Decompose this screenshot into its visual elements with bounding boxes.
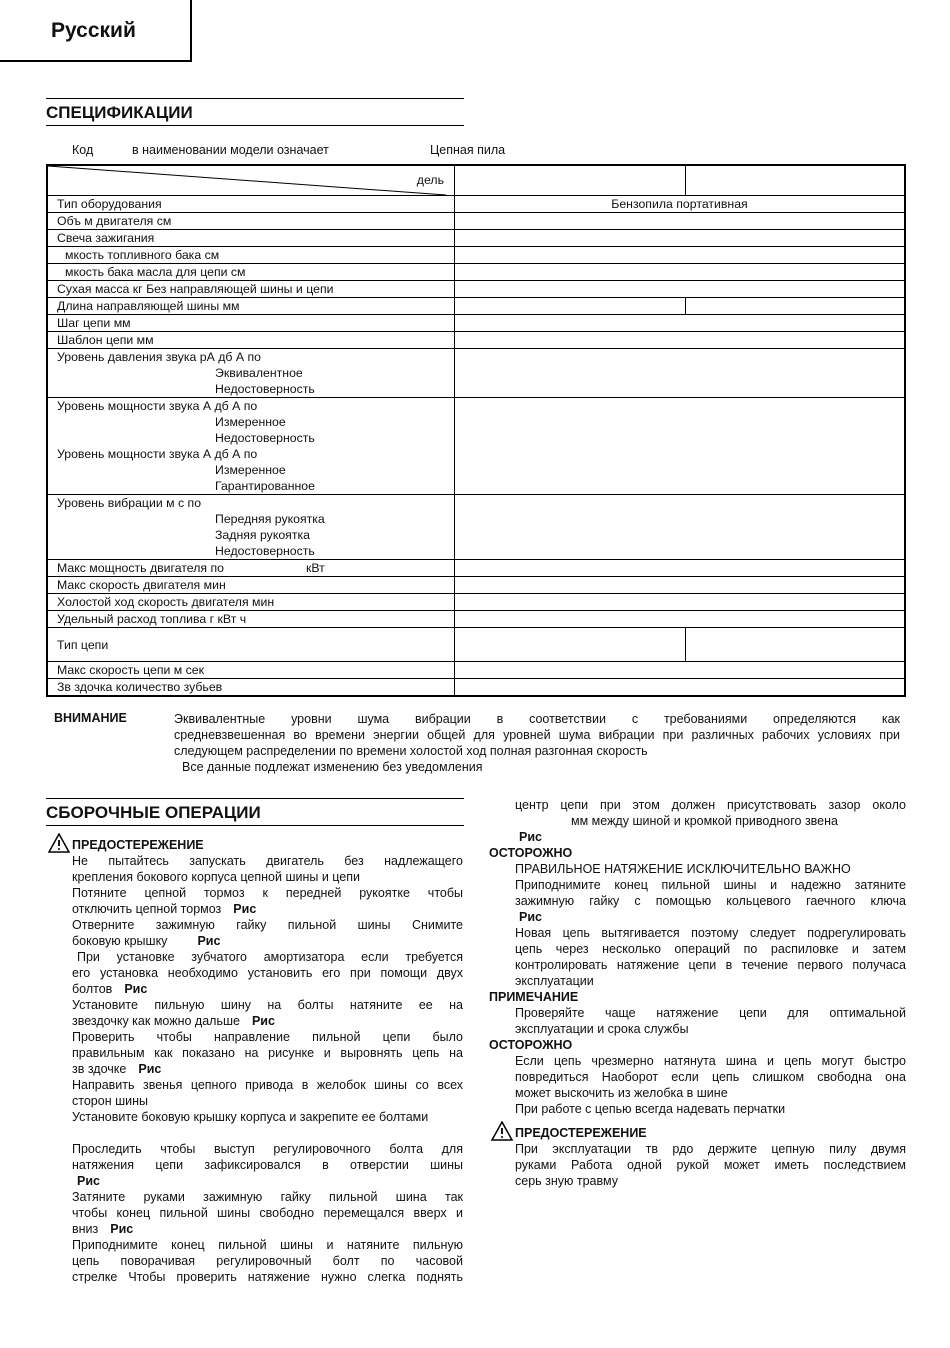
text-line: эксплуатации и срока службы	[515, 1022, 689, 1036]
value-cell	[455, 594, 906, 611]
value-cell	[455, 679, 906, 697]
row-sublabel: Недостоверность	[215, 382, 315, 396]
fig-ref: Рис	[519, 830, 542, 844]
text-line: Если цепь чрезмерно натянута шина и цепь могут быстро	[515, 1054, 906, 1068]
row-label: Уровень мощности звука А дб А по	[57, 447, 258, 461]
text-line: серь зную травму	[515, 1174, 618, 1188]
assembly-title: СБОРОЧНЫЕ ОПЕРАЦИИ	[46, 798, 464, 826]
text-line: контролировать натяжение цепи в течение первого получаса	[515, 958, 906, 972]
row-label: Свеча зажигания	[47, 230, 455, 247]
assembly-left-column	[72, 853, 463, 1285]
row-sublabel: Передняя рукоятка	[215, 512, 325, 526]
value-cell	[455, 213, 906, 230]
value-cell	[455, 577, 906, 594]
value-cell	[455, 230, 906, 247]
row-unit: кВт	[306, 561, 325, 575]
value-cell	[455, 264, 906, 281]
text-line: Приподнимите конец пильной шины и натяните пильную	[72, 1238, 463, 1252]
row-sublabel: Измеренное	[215, 463, 286, 477]
row-label: Объ м двигателя см	[47, 213, 455, 230]
model-header-cell	[47, 165, 455, 196]
fig-ref: Рис	[77, 1174, 100, 1188]
note-line: средневзвешенная во времени энергии общей для уровней шума вибрации при различных рабочих условиях при	[174, 728, 900, 742]
value-cell	[455, 298, 686, 315]
text-line: звездочку как можно дальше Рис	[72, 1014, 275, 1028]
text-line: Затяните руками зажимную гайку пильной шина так	[72, 1190, 463, 1204]
row-label: Уровень давления звука рА дб А по	[57, 350, 261, 364]
text-line: Установите боковую крышку корпуса и закрепите ее болтами	[72, 1110, 429, 1124]
text-line: вниз Рис	[72, 1222, 134, 1236]
blank-line	[72, 1125, 463, 1141]
code-text: в наименовании модели означает	[132, 143, 329, 157]
row-label: Холостой ход скорость двигателя мин	[47, 594, 455, 611]
sound-power-cell	[47, 398, 455, 495]
text-line: цепь поворачивая регулировочный болт по часовой	[72, 1254, 463, 1268]
row-sublabel: Эквивалентное	[215, 366, 303, 380]
model-col-1	[455, 165, 686, 196]
text-line: зв здочке Рис	[72, 1062, 162, 1076]
text-line: эксплуатации	[515, 974, 594, 988]
row-label: Шаг цепи мм	[47, 315, 455, 332]
fig-ref: Рис	[138, 1062, 162, 1076]
text-line: Приподнимите конец пильной шины и надежно затяните	[515, 878, 906, 892]
value-cell	[455, 315, 906, 332]
text-line: ПРАВИЛЬНОЕ НАТЯЖЕНИЕ ИСКЛЮЧИТЕЛЬНО ВАЖНО	[515, 862, 851, 876]
text-line: руками Работа одной рукой может иметь последствием	[515, 1158, 906, 1172]
text-line: Проверяйте чаще натяжение цепи для оптимальной	[515, 1006, 906, 1020]
text-line: При эксплуатации тв рдо держите цепную пилу двумя	[515, 1142, 906, 1156]
value-cell	[455, 349, 906, 398]
fig-ref: Рис	[519, 910, 542, 924]
model-header: дель	[416, 173, 444, 187]
text-line: зажимную гайку с помощью кольцевого гаечного ключа	[515, 894, 906, 908]
note-line: Эквивалентные уровни шума вибрации в соответствии с требованиями определяются как	[174, 712, 900, 726]
fig-ref: Рис	[251, 1014, 275, 1028]
text-line: При работе с цепью всегда надевать перчатки	[515, 1102, 786, 1116]
text-line: отключить цепной тормоз Рис	[72, 902, 257, 916]
text-line: Направить звенья цепного привода в желобок шины со всех	[72, 1078, 463, 1092]
diagonal-line	[48, 166, 446, 195]
warning-triangle-icon	[48, 833, 70, 853]
row-sublabel: Недостоверность	[215, 544, 315, 558]
text-line: болтов Рис	[72, 982, 148, 996]
text-line: чтобы конец пильной шины свободно перемещался вверх и	[72, 1206, 463, 1220]
note-heading: ПРИМЕЧАНИЕ	[489, 990, 579, 1004]
code-value: Цепная пила	[430, 143, 506, 157]
row-label: мкость бака масла для цепи см	[47, 264, 455, 281]
row-sublabel: Измеренное	[215, 415, 286, 429]
sound-pressure-cell	[47, 349, 455, 398]
row-sublabel: Недостоверность	[215, 431, 315, 445]
fig-ref: Рис	[110, 1222, 134, 1236]
value-cell	[455, 398, 906, 495]
caution-heading: ОСТОРОЖНО	[489, 846, 573, 860]
vibration-cell	[47, 495, 455, 560]
row-label: Макс мощность двигателя по	[57, 561, 224, 575]
row-label: Тип оборудования	[47, 196, 455, 213]
text-line: центр цепи при этом должен присутствовать зазор около	[515, 798, 906, 812]
language-tab	[0, 0, 192, 62]
text-line: правильным как показано на рисунке и выровнять цепь на	[72, 1046, 463, 1060]
row-label: Уровень вибрации м с по	[57, 496, 202, 510]
row-label: Тип цепи	[47, 628, 455, 662]
row-label: Длина направляющей шины мм	[47, 298, 455, 315]
row-label: Удельный расход топлива г кВт ч	[47, 611, 455, 628]
row-label: Макс скорость двигателя мин	[47, 577, 455, 594]
caution-heading: ПРЕДОСТЕРЕЖЕНИЕ	[489, 1125, 906, 1141]
value-cell	[455, 281, 906, 298]
max-power-cell	[47, 560, 455, 577]
text-line: Потяните цепной тормоз к передней рукоятке чтобы	[72, 886, 463, 900]
value-cell	[455, 662, 906, 679]
specs-title: СПЕЦИФИКАЦИИ	[46, 98, 464, 126]
text-line: повредиться Наоборот если цепь слишком свободна она	[515, 1070, 906, 1084]
text-line: Проверить чтобы направление пильной цепи было	[72, 1030, 463, 1044]
caution-heading: ОСТОРОЖНО	[489, 1038, 573, 1052]
row-label: Макс скорость цепи м сек	[47, 662, 455, 679]
value-cell	[455, 560, 906, 577]
row-sublabel: Гарантированное	[215, 479, 315, 493]
note-text	[174, 711, 900, 775]
note-line: следующем распределении по времени холостой ход полная разгонная скорость	[174, 744, 648, 758]
equipment-value: Бензопила портативная	[455, 196, 906, 213]
text-line: Отверните зажимную гайку пильной шины Снимите	[72, 918, 463, 932]
warning-triangle-icon	[491, 1121, 513, 1141]
spec-table	[46, 164, 906, 697]
note-extra: Все данные подлежат изменению без уведомления	[182, 760, 483, 774]
text-line: цепь через несколько операций по распиловке и затем	[515, 942, 906, 956]
text-line: Проследить чтобы выступ регулировочного болта для	[72, 1142, 463, 1156]
spacer	[489, 1117, 906, 1125]
fig-ref: Рис	[233, 902, 257, 916]
text-line: может выскочить из желобка в шине	[515, 1086, 728, 1100]
text-line: Не пытайтесь запускать двигатель без надлежащего	[72, 854, 463, 868]
text-line: Установите пильную шину на болты натяните ее на	[72, 998, 463, 1012]
row-label: Сухая масса кг Без направляющей шины и цепи	[47, 281, 455, 298]
value-cell	[455, 247, 906, 264]
value-cell	[455, 332, 906, 349]
text-line: При установке зубчатого амортизатора если требуется	[77, 950, 463, 964]
value-cell	[686, 298, 906, 315]
text-line: мм между шиной и кромкой приводного звена	[571, 814, 838, 828]
language-label: Русский	[51, 19, 136, 42]
model-col-2	[686, 165, 906, 196]
row-label: Шаблон цепи мм	[47, 332, 455, 349]
code-label: Код	[72, 143, 94, 157]
text-line: Новая цепь вытягивается поэтому следует подрегулировать	[515, 926, 906, 940]
text-line: боковую крышку Рис	[72, 934, 221, 948]
fig-ref: Рис	[124, 982, 148, 996]
text-line: крепления бокового корпуса цепной шины и цепи	[72, 870, 361, 884]
row-label: Зв здочка количество зубьев	[47, 679, 455, 697]
text-line: стрелке Чтобы проверить натяжение нужно слегка поднять	[72, 1270, 463, 1284]
caution-title: ПРЕДОСТЕРЕЖЕНИЕ	[72, 838, 204, 852]
value-cell	[455, 611, 906, 628]
row-label: Уровень мощности звука А дб А по	[57, 399, 258, 413]
text-line: сторон шины	[72, 1094, 148, 1108]
text-line: натяжения цепи зафиксировался в отверстии шины	[72, 1158, 463, 1172]
fig-ref: Рис	[197, 934, 221, 948]
value-cell	[455, 628, 686, 662]
assembly-right-column	[489, 797, 906, 1189]
value-cell	[455, 495, 906, 560]
row-label: мкость топливного бака см	[47, 247, 455, 264]
row-sublabel: Задняя рукоятка	[215, 528, 310, 542]
note-label: ВНИМАНИЕ	[54, 711, 127, 725]
text-line: его установка необходимо установить его при помощи двух	[72, 966, 463, 980]
value-cell	[686, 628, 906, 662]
